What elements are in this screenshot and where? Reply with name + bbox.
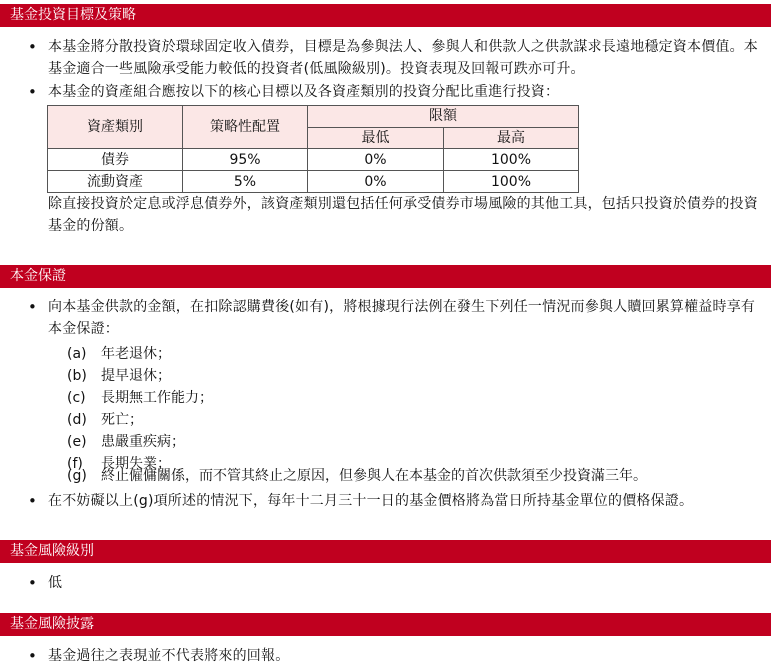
condition-text: 長期無工作能力； [101, 390, 213, 406]
condition-marker: (a) [67, 346, 87, 362]
condition-marker: (b) [67, 368, 87, 384]
table-cell-max: 100% [444, 171, 579, 193]
condition-marker: (g) [67, 468, 87, 484]
condition-marker: (e) [67, 434, 87, 450]
condition-marker: (d) [67, 412, 87, 428]
objective-text: 本基金將分散投資於環球固定收入債券，目標是為參與法人、參與人和供款人之供款謀求長遠地穩定資本價值。本基金適合一些風險承受能力較低的投資者(低風險級別)。投資表現及回報可跌亦可升。 [48, 39, 758, 77]
condition-text: 終止僱傭關係，而不管其終止之原因，但參與人在本基金的首次供款須至少投資滿三年。 [101, 468, 647, 484]
table-cell-strategy: 5% [183, 171, 308, 193]
table-cell-asset: 流動資產 [48, 171, 183, 193]
condition-text: 提早退休； [101, 368, 171, 384]
list-item [0, 296, 771, 340]
bullet-icon: • [28, 83, 37, 101]
list-item [0, 572, 771, 594]
condition-text: 長期失業； [101, 456, 171, 472]
section-title: 本金保證 [10, 268, 66, 284]
table-cell-min: 0% [308, 171, 444, 193]
bullet-icon: • [28, 492, 37, 510]
list-item [0, 36, 771, 80]
guarantee-text: 向本基金供款的金額，在扣除認購費後(如有)，將根據現行法例在發生下列任一情況而參與人贖回累算權益時享有本金保證： [48, 299, 756, 337]
condition-marker: (c) [67, 390, 86, 406]
table-header-max: 最高 [444, 127, 579, 149]
table-header-asset: 資產類別 [48, 106, 183, 149]
price-guarantee-text: 在不妨礙以上(g)項所述的情況下，每年十二月三十一日的基金價格將為當日所持基金單位的價格保證。 [48, 493, 694, 509]
bullet-icon: • [28, 574, 37, 592]
section-header-guarantee [0, 265, 771, 288]
table-row [48, 171, 579, 193]
table-header-limit: 限額 [308, 106, 579, 128]
list-item [0, 645, 771, 667]
list-item [0, 490, 771, 534]
table-header-strategy: 策略性配置 [183, 106, 308, 149]
bullet-icon: • [28, 38, 37, 56]
section-title: 基金風險披露 [10, 616, 94, 632]
condition-marker: (f) [67, 456, 83, 472]
condition-text: 患嚴重疾病； [101, 434, 185, 450]
risk-level-value: 低 [48, 575, 63, 591]
table-row [48, 149, 579, 171]
section-header-objective [0, 4, 771, 27]
table-cell-min: 0% [308, 149, 444, 171]
list-item [0, 81, 771, 103]
risk-disclosure-text: 基金過往之表現並不代表將來的回報。 [48, 648, 290, 664]
condition-text: 年老退休； [101, 346, 171, 362]
table-cell-asset: 債券 [48, 149, 183, 171]
condition-text: 死亡； [101, 412, 143, 428]
allocation-intro-text: 本基金的資產組合應按以下的核心目標以及各資產類別的投資分配比重進行投資： [48, 84, 560, 100]
bullet-icon: • [28, 298, 37, 316]
section-title: 基金投資目標及策略 [10, 7, 136, 23]
section-header-risk-disclosure [0, 613, 771, 636]
asset-class-note: 除直接投資於定息或浮息債券外，該資產類別還包括任何承受債券市場風險的其他工具，包括只投資於債券的投資基金的份額。 [48, 196, 758, 234]
table-header-min: 最低 [308, 127, 444, 149]
section-title: 基金風險級別 [10, 543, 94, 559]
table-cell-strategy: 95% [183, 149, 308, 171]
table-cell-max: 100% [444, 149, 579, 171]
bullet-icon: • [28, 647, 37, 665]
allocation-table [47, 105, 579, 193]
section-header-risk-level [0, 540, 771, 563]
